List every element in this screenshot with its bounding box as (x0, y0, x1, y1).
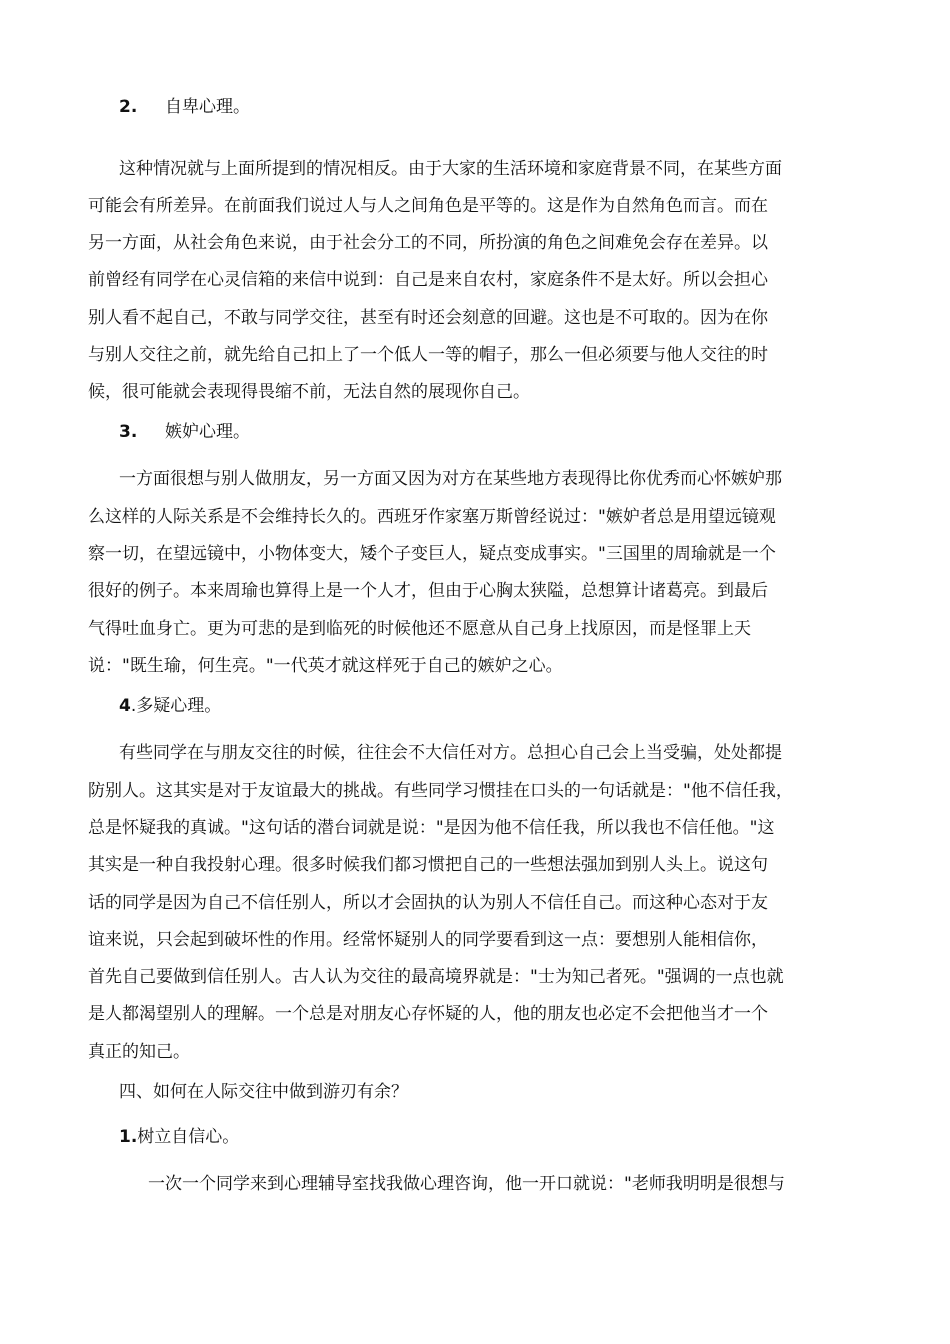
paragraph-line: 察一切，在望远镜中，小物体变大，矮个子变巨人，疑点变成事实。"三国里的周瑜就是一个 (88, 544, 776, 564)
paragraph-line: 首先自己要做到信任别人。古人认为交往的最高境界就是："士为知己者死。"强调的一点也就 (88, 967, 784, 987)
paragraph-line: 前曾经有同学在心灵信箱的来信中说到：自己是来自农村，家庭条件不是太好。所以会担心 (88, 270, 768, 290)
paragraph-line: 其实是一种自我投射心理。很多时候我们都习惯把自己的一些想法强加到别人头上。说这句 (88, 855, 768, 875)
paragraph-line: 很好的例子。本来周瑜也算得上是一个人才，但由于心胸太狭隘，总想算计诸葛亮。到最后 (88, 581, 768, 601)
section-heading-4 (119, 695, 221, 717)
section-title: 自卑心理。 (165, 97, 250, 117)
paragraph-line: 么这样的人际关系是不会维持长久的。西班牙作家塞万斯曾经说过："嫉妒者总是用望远镜观 (88, 507, 776, 527)
paragraph-line: 真正的知己。 (88, 1042, 190, 1062)
paragraph-line: 一方面很想与别人做朋友，另一方面又因为对方在某些地方表现得比你优秀而心怀嫉妒那 (119, 469, 782, 489)
paragraph-line: 谊来说，只会起到破坏性的作用。经常怀疑别人的同学要看到这一点：要想别人能相信你， (88, 930, 768, 950)
subsection-number: 1. (119, 1127, 138, 1147)
paragraph-line: 气得吐血身亡。更为可悲的是到临死的时候他还不愿意从自己身上找原因，而是怪罪上天 (88, 619, 751, 639)
paragraph-line: 可能会有所差异。在前面我们说过人与人之间角色是平等的。这是作为自然角色而言。而在 (88, 196, 768, 216)
subsection-title: 树立自信心。 (137, 1127, 240, 1147)
paragraph-line: 话的同学是因为自己不信任别人，所以才会固执的认为别人不信任自己。而这种心态对于友 (88, 893, 768, 913)
paragraph-line: 有些同学在与朋友交往的时候，往往会不大信任对方。总担心自己会上当受骗，处处都提 (119, 743, 782, 763)
paragraph-line: 这种情况就与上面所提到的情况相反。由于大家的生活环境和家庭背景不同，在某些方面 (119, 159, 782, 179)
paragraph-line: 说："既生瑜，何生亮。"一代英才就这样死于自己的嫉妒之心。 (88, 656, 563, 676)
section-number: 4 (119, 696, 131, 716)
section-heading-3 (119, 421, 250, 443)
section-title: .多疑心理。 (130, 696, 222, 716)
paragraph-line: 一次一个同学来到心理辅导室找我做心理咨询，他一开口就说："老师我明明是很想与 (148, 1174, 785, 1194)
section-title: 嫉妒心理。 (165, 422, 250, 442)
paragraph-line: 候，很可能就会表现得畏缩不前，无法自然的展现你自己。 (88, 382, 530, 402)
part-heading: 四、如何在人际交往中做到游刃有余？ (119, 1082, 408, 1102)
paragraph-line: 总是怀疑我的真诚。"这句话的潜台词就是说："是因为他不信任我，所以我也不信任他。"这 (88, 818, 775, 838)
paragraph-line: 防别人。这其实是对于友谊最大的挑战。有些同学习惯挂在口头的一句话就是："他不信任我， (88, 781, 793, 801)
paragraph-line: 是人都渴望别人的理解。一个总是对朋友心存怀疑的人，他的朋友也必定不会把他当才一个 (88, 1004, 768, 1024)
paragraph-line: 另一方面，从社会角色来说，由于社会分工的不同，所扮演的角色之间难免会存在差异。以 (88, 233, 768, 253)
section-number: 2. (119, 97, 138, 117)
section-number: 3. (119, 422, 138, 442)
paragraph-line: 别人看不起自己，不敢与同学交往，甚至有时还会刻意的回避。这也是不可取的。因为在你 (88, 308, 768, 328)
section-heading-2 (119, 96, 250, 118)
subsection-heading-1 (119, 1126, 239, 1148)
paragraph-line: 与别人交往之前，就先给自己扣上了一个低人一等的帽子，那么一但必须要与他人交往的时 (88, 345, 768, 365)
